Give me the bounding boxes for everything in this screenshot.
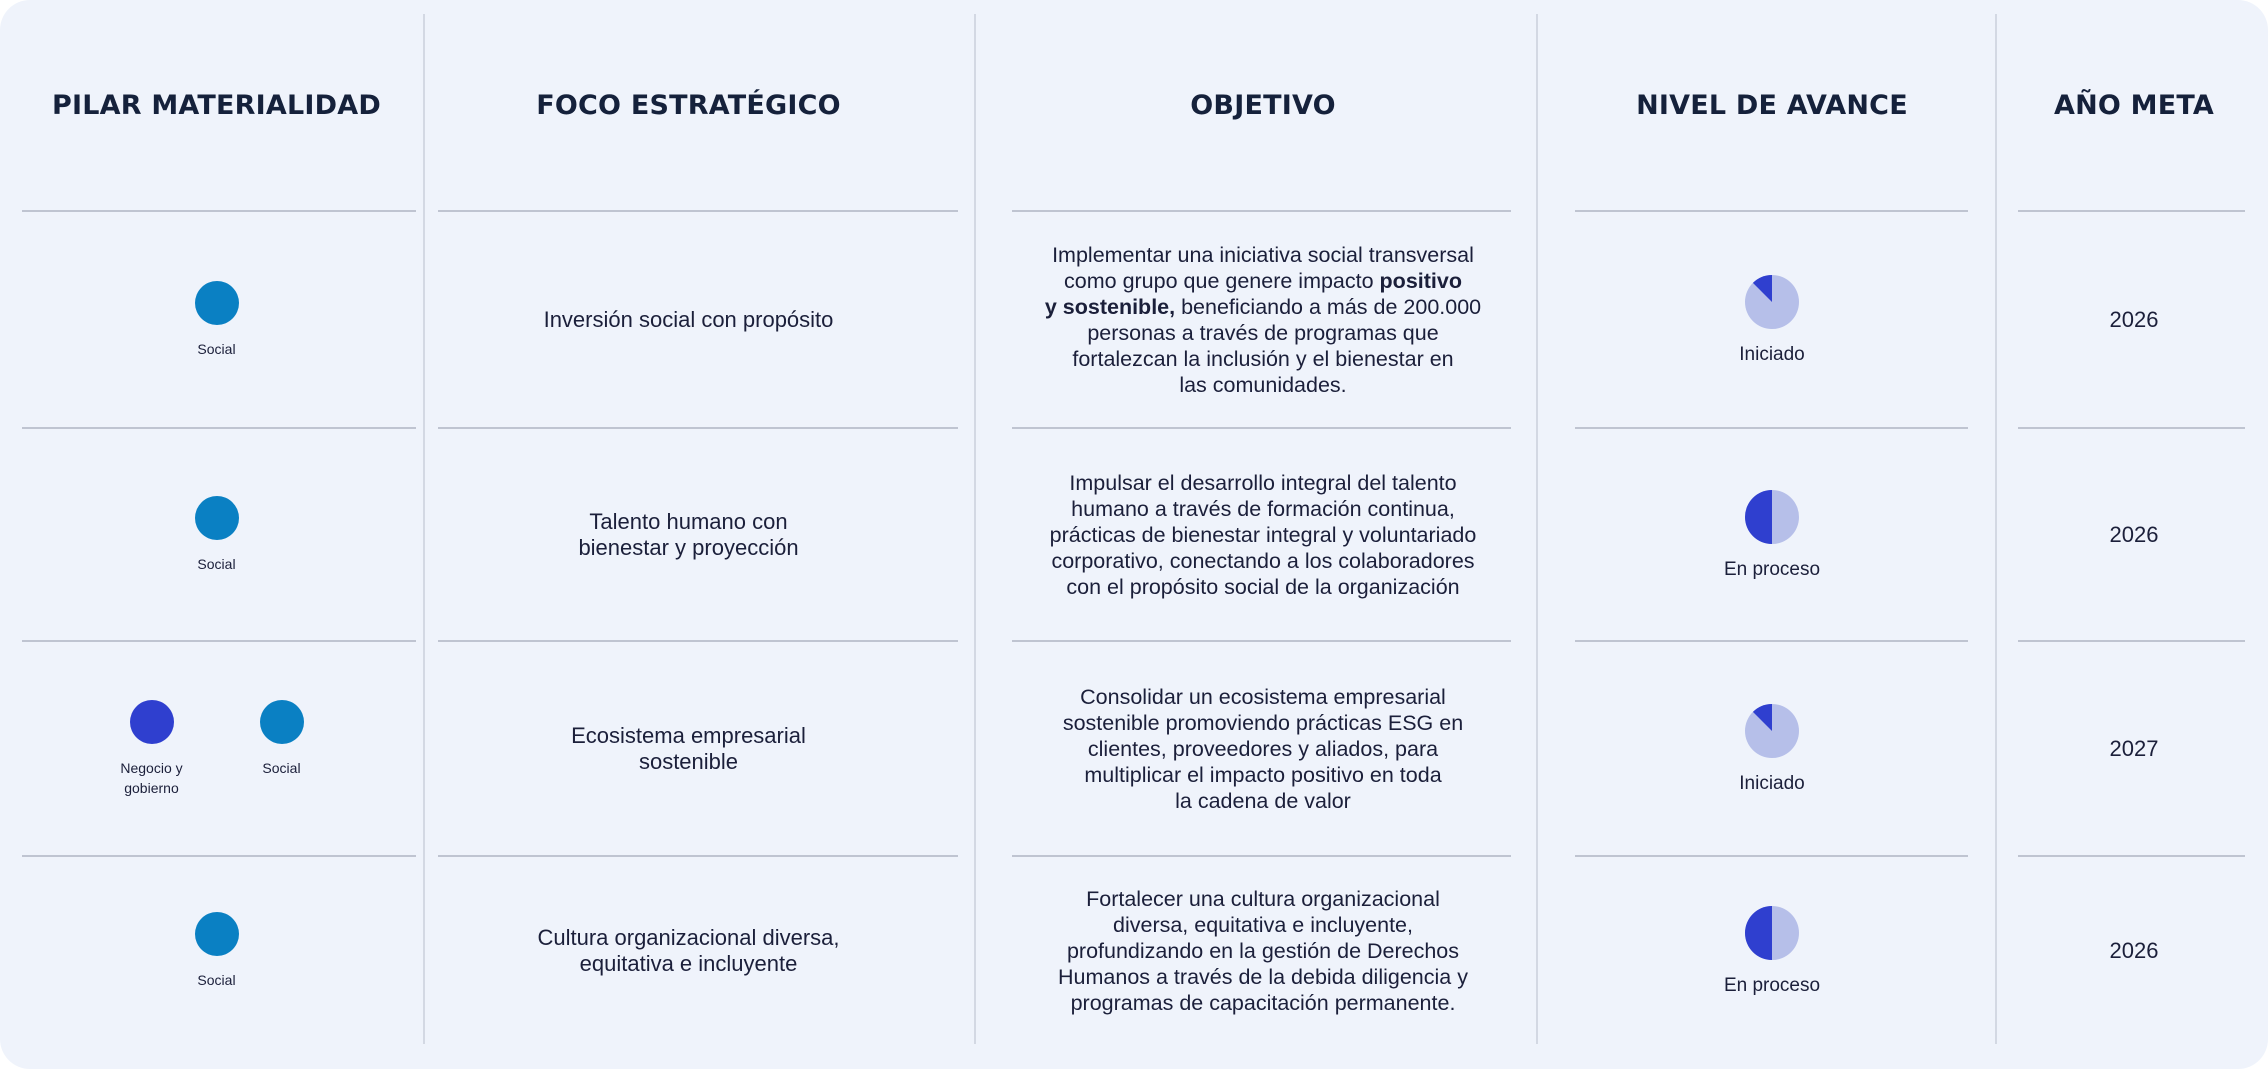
header-avance: NIVEL DE AVANCE [1636, 89, 1908, 121]
social-dot-icon [195, 496, 239, 540]
avance-label: En proceso [1723, 558, 1821, 580]
objetivo-text-part: Impulsar el desarrollo integral del talento humano a través de formación continua, prácticas de bienestar integral y voluntariado corporativo, conectando a los colaboradores con el propósito social de la organización [1049, 470, 1477, 599]
pie-progress-slice [1745, 906, 1772, 960]
anio-cell [2010, 642, 2258, 855]
anio-value: 2026 [2109, 521, 2159, 547]
objetivo-text [1003, 886, 1523, 1016]
avance-cell [1582, 642, 1962, 855]
column-divider [1995, 14, 1997, 1044]
social-dot-icon [195, 281, 239, 325]
objetivo-text-part: Fortalecer una cultura organizacional diversa, equitativa e incluyente, profundizando en la gestión de Derechos Humanos a través de la debida diligencia y programas de capacitación permanente. [1058, 886, 1468, 1015]
objetivo-text-part: beneficiando a más de 200.000 personas a través de programas que fortalezcan la inclusión y el bienestar en las comunidades. [1072, 294, 1482, 397]
progress-pie-icon [1744, 489, 1800, 545]
objetivo-text [1003, 242, 1523, 398]
foco-cell [433, 212, 944, 427]
header-anio: AÑO META [2054, 89, 2214, 121]
pilar-group [172, 281, 262, 359]
foco-cell [433, 642, 944, 855]
pilar-item [172, 496, 262, 574]
pilar-item [172, 281, 262, 359]
progress-pie-icon [1744, 905, 1800, 961]
objetivo-text [1003, 684, 1523, 814]
progress-pie-icon [1744, 703, 1800, 759]
avance-cell [1582, 857, 1962, 1044]
pilar-label: Social [262, 759, 301, 776]
avance-indicator [1724, 905, 1820, 997]
anio-value: 2027 [2109, 735, 2159, 761]
avance-indicator [1739, 703, 1805, 795]
anio-cell [2010, 429, 2258, 640]
anio-value: 2026 [2109, 306, 2159, 332]
avance-cell [1582, 212, 1962, 427]
pilar-label: Social [197, 971, 236, 988]
avance-indicator [1724, 489, 1820, 581]
pilar-group [172, 912, 262, 990]
foco-text: Talento humano con bienestar y proyección [578, 508, 799, 560]
anio-cell [2010, 212, 2258, 427]
pilar-item [107, 700, 197, 798]
pilar-cell [0, 212, 433, 427]
objetivo-cell [944, 642, 1582, 855]
foco-cell [433, 857, 944, 1044]
pilar-item [237, 700, 327, 778]
objetivo-text-part: Implementar una iniciativa social transversal como grupo que genere impacto [1052, 242, 1474, 293]
progress-pie-icon [1744, 274, 1800, 330]
foco-text: Cultura organizacional diversa, equitativa e incluyente [537, 924, 840, 976]
objetivo-text-bold: positivo y sostenible, [1044, 268, 1462, 319]
pilar-label: Social [197, 340, 236, 357]
pilar-cell [0, 429, 433, 640]
anio-value: 2026 [2109, 937, 2159, 963]
social-dot-icon [195, 912, 239, 956]
avance-indicator [1739, 274, 1805, 366]
pilar-cell [0, 857, 433, 1044]
negocio-dot-icon [130, 700, 174, 744]
pilar-label: Social [197, 555, 236, 572]
header-foco: FOCO ESTRATÉGICO [536, 89, 841, 121]
pie-progress-slice [1745, 490, 1772, 544]
pilar-group [107, 700, 327, 798]
objetivo-text [1003, 470, 1523, 600]
anio-cell [2010, 857, 2258, 1044]
avance-cell [1582, 429, 1962, 640]
foco-cell [433, 429, 944, 640]
foco-text: Ecosistema empresarial sostenible [571, 722, 806, 774]
pilar-cell [0, 642, 433, 855]
objetivo-cell [944, 212, 1582, 427]
header-pilar: PILAR MATERIALIDAD [52, 89, 381, 121]
avance-label: En proceso [1723, 974, 1821, 996]
pilar-item [172, 912, 262, 990]
avance-label: Iniciado [1739, 343, 1805, 365]
social-dot-icon [260, 700, 304, 744]
pilar-label: Negocio y gobierno [120, 759, 183, 796]
objetivo-cell [944, 429, 1582, 640]
avance-label: Iniciado [1739, 772, 1805, 794]
objetivo-cell [944, 857, 1582, 1044]
foco-text: Inversión social con propósito [543, 306, 834, 332]
objetivo-text-part: Consolidar un ecosistema empresarial sostenible promoviendo prácticas ESG en clientes, proveedores y aliados, para multiplicar el impacto positivo en toda la cadena de valor [1062, 684, 1464, 813]
pilar-group [172, 496, 262, 574]
header-objetivo: OBJETIVO [1190, 89, 1336, 121]
